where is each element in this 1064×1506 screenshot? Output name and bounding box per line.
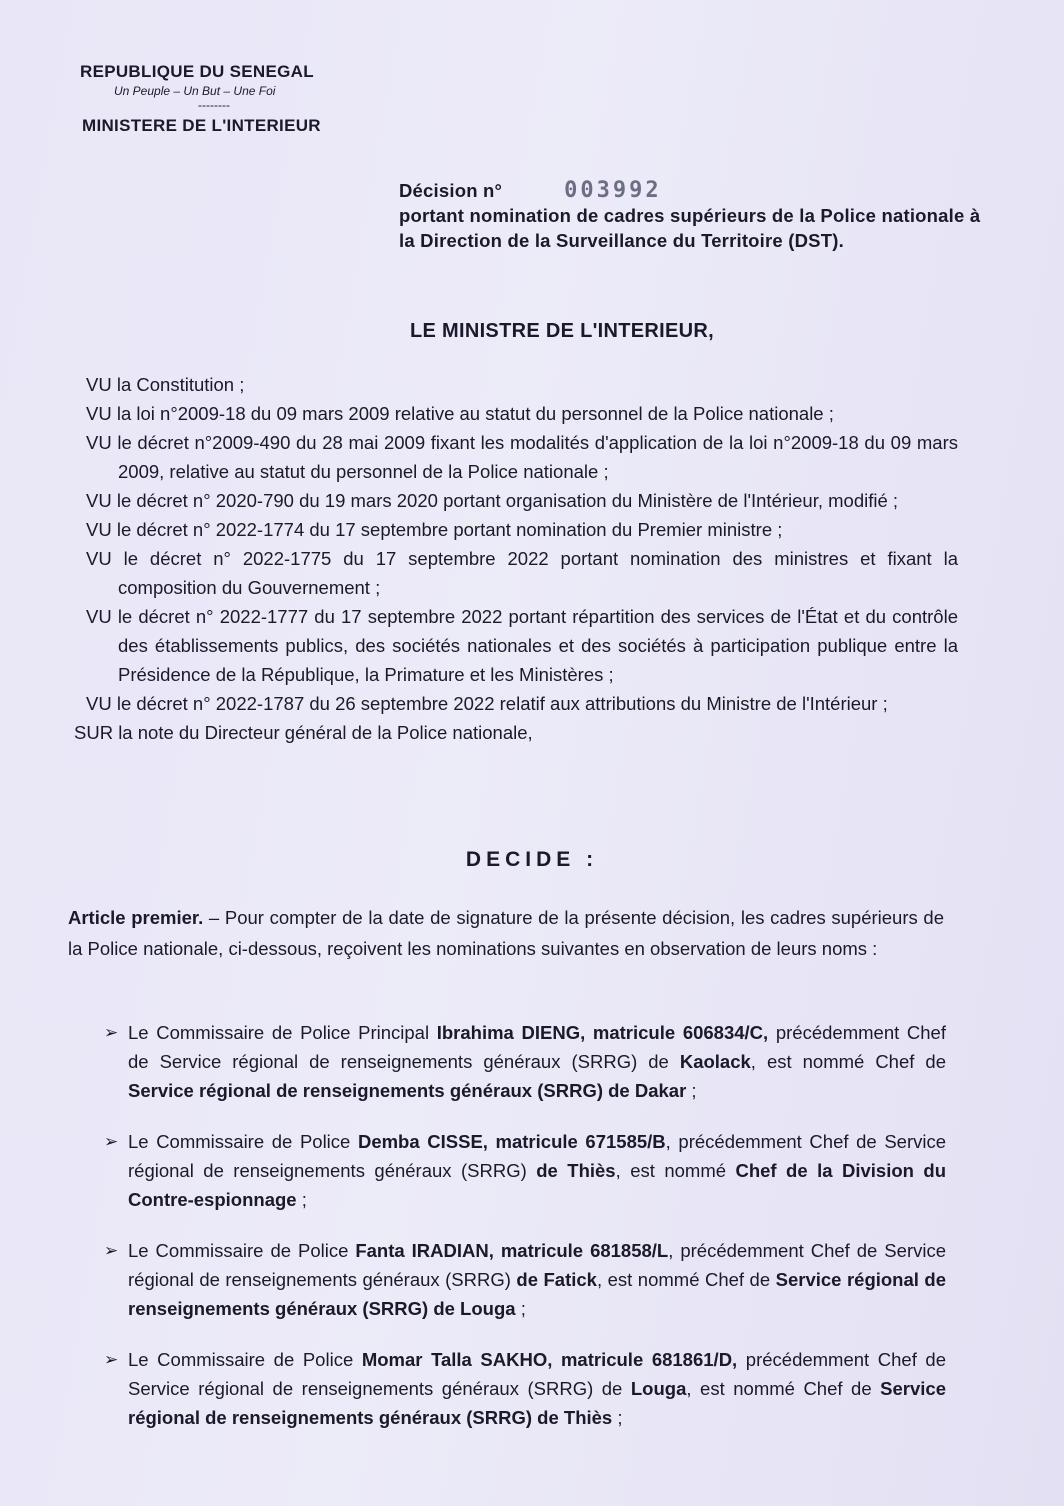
visa-item: VU le décret n° 2022-1775 du 17 septembre 2022 portant nomination des ministres et fixant la composition du Gouvernement ; [86, 548, 958, 598]
decision-number-stamp: 003992 [564, 178, 662, 203]
nomination-text: Le Commissaire de Police [128, 1131, 358, 1152]
nomination-text: Le Commissaire de Police Principal [128, 1022, 437, 1043]
visa-item: VU le décret n°2009-490 du 28 mai 2009 fixant les modalités d'application de la loi n°2009-18 du 09 mars 2009, relative au statut du personnel de la Police nationale ; [86, 432, 958, 482]
sur-note: SUR la note du Directeur général de la Police nationale, [74, 722, 533, 743]
nomination-item [104, 1236, 946, 1323]
nomination-text: précédemment Chef de Service régional de renseignements généraux (SRRG) de [128, 1022, 946, 1072]
previous-location: Kaolack [679, 1051, 751, 1072]
nomination-text: ; [296, 1189, 307, 1210]
nomination-text: , est nommé [615, 1160, 736, 1181]
nomination-text: Le Commissaire de Police [128, 1240, 356, 1261]
previous-location: Louga [630, 1378, 687, 1399]
visa-item: VU la Constitution ; [86, 374, 245, 395]
article-premier [68, 902, 944, 964]
new-post: Service régional de renseignements généraux (SRRG) de Thiès [128, 1378, 946, 1428]
officer-name: Fanta IRADIAN, matricule 681858/L [355, 1240, 669, 1261]
decision-subject: portant nomination de cadres supérieurs de la Police nationale à la Direction de la Surveillance du Territoire (DST). [399, 205, 981, 251]
nomination-item [104, 1345, 946, 1432]
nomination-item [104, 1018, 946, 1105]
article-text: – Pour compter de la date de signature de la présente décision, les cadres supérieurs de la Police nationale, ci-dessous, reçoivent les nominations suivantes en observation de leurs noms : [68, 907, 945, 959]
article-label: Article premier. [68, 907, 204, 928]
previous-location: de Thiès [536, 1160, 616, 1181]
decision-block [399, 178, 999, 253]
national-motto: Un Peuple – Un But – Une Foi [114, 84, 276, 98]
nomination-text: précédemment Chef de Service régional de renseignements généraux (SRRG) de [128, 1349, 947, 1399]
nomination-text: , est nommé Chef de [750, 1051, 946, 1072]
arrow-bullet-icon: ➢ [104, 1132, 119, 1151]
ministry-name: MINISTERE DE L'INTERIEUR [82, 116, 321, 135]
nomination-text: ; [686, 1080, 697, 1101]
nominations-list [104, 1018, 946, 1454]
visa-item: VU le décret n° 2022-1777 du 17 septembre 2022 portant répartition des services de l'État et du contrôle des établissements publics, des sociétés nationales et des sociétés à participation publique entre la Présidence de la République, la Primature et les Ministères ; [86, 606, 958, 685]
nomination-text: , est nommé Chef de [596, 1269, 776, 1290]
previous-location: de Fatick [516, 1269, 597, 1290]
visa-item: VU le décret n° 2020-790 du 19 mars 2020 portant organisation du Ministère de l'Intérieur, modifié ; [86, 490, 899, 511]
arrow-bullet-icon: ➢ [104, 1350, 119, 1369]
nomination-text: ; [515, 1298, 526, 1319]
nomination-text: ; [612, 1407, 623, 1428]
officer-name: Ibrahima DIENG, matricule 606834/C, [436, 1022, 769, 1043]
nomination-item [104, 1127, 946, 1214]
nomination-text: , précédemment Chef de Service régional de renseignements généraux (SRRG) [128, 1240, 946, 1290]
nomination-text: Le Commissaire de Police [128, 1349, 362, 1370]
letterhead [80, 62, 370, 136]
country-name: REPUBLIQUE DU SENEGAL [80, 62, 314, 81]
arrow-bullet-icon: ➢ [104, 1241, 119, 1260]
visa-item: VU le décret n° 2022-1787 du 26 septembre 2022 relatif aux attributions du Ministre de l'Intérieur ; [86, 693, 888, 714]
minister-heading: LE MINISTRE DE L'INTERIEUR, [410, 320, 714, 342]
header-separator: -------- [198, 98, 230, 112]
visa-item: VU la loi n°2009-18 du 09 mars 2009 relative au statut du personnel de la Police nationale ; [86, 403, 834, 424]
new-post: Service régional de renseignements généraux (SRRG) de Louga [128, 1269, 946, 1319]
new-post: Chef de la Division du Contre-espionnage [128, 1160, 946, 1210]
decision-label: Décision n° [399, 180, 503, 201]
nomination-text: , est nommé Chef de [686, 1378, 881, 1399]
arrow-bullet-icon: ➢ [104, 1023, 119, 1042]
officer-name: Momar Talla SAKHO, matricule 681861/D, [361, 1349, 738, 1370]
decision-number-line [399, 178, 999, 203]
officer-name: Demba CISSE, matricule 671585/B [357, 1131, 666, 1152]
decide-heading: DECIDE : [465, 848, 599, 871]
visa-item: VU le décret n° 2022-1774 du 17 septembre portant nomination du Premier ministre ; [86, 519, 783, 540]
nomination-text: , précédemment Chef de Service régional de renseignements généraux (SRRG) [128, 1131, 947, 1181]
new-post: Service régional de renseignements généraux (SRRG) de Dakar [128, 1080, 687, 1101]
visas-list [74, 370, 958, 747]
